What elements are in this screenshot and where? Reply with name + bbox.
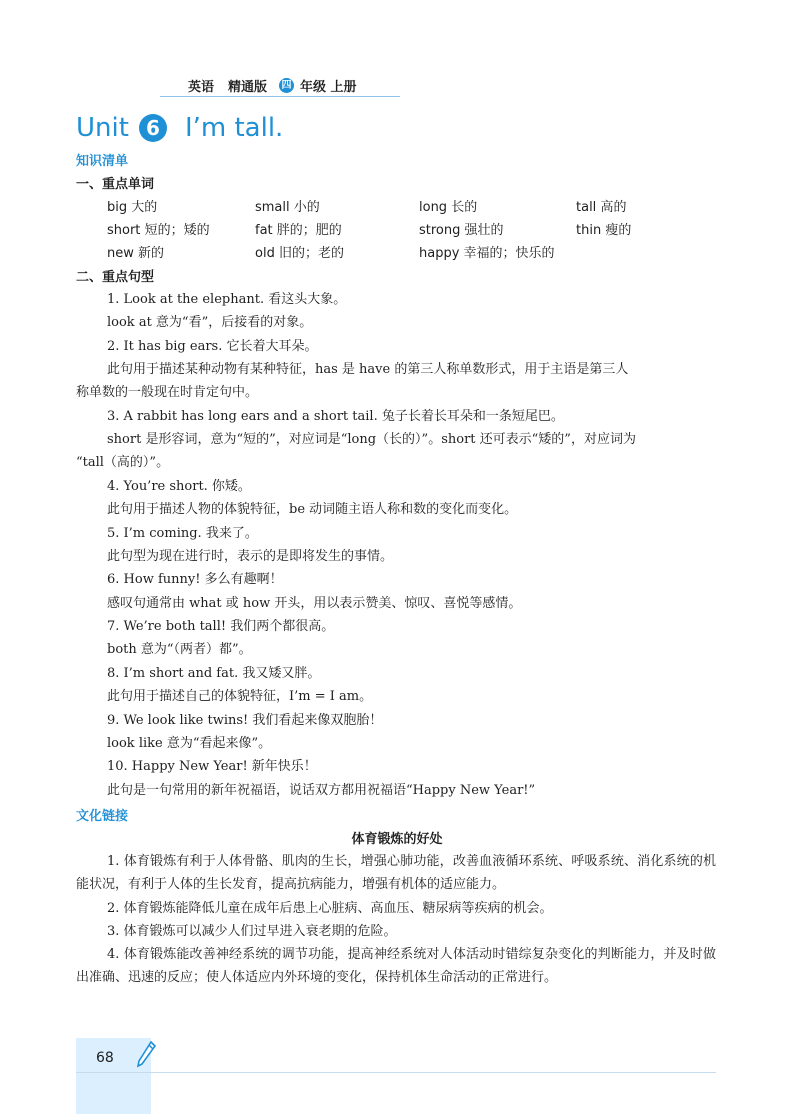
sentence-1: 1. Look at the elephant. 看这头大象。 [107, 292, 347, 307]
sentence-3: 3. A rabbit has long ears and a short tail. 兔子长着长耳朵和一条短尾巴。 [107, 409, 564, 424]
header-grade: 年级 上册 [300, 79, 357, 95]
sentence-9-note: look like 意为“看起来像”。 [107, 736, 272, 751]
sentence-2: 2. It has big ears. 它长着大耳朵。 [107, 339, 318, 354]
vocab-item: small 小的 [255, 200, 320, 215]
sentence-5-note: 此句型为现在进行时，表示的是即将发生的事情。 [107, 549, 394, 564]
pencil-icon [135, 1040, 157, 1074]
sentence-7-note: both 意为“（两者）都”。 [107, 642, 252, 657]
sentence-2-note-a: 此句用于描述某种动物有某种特征，has 是 have 的第三人称单数形式，用于主语是第三人 [107, 362, 629, 377]
unit-title [76, 110, 283, 146]
sentence-7: 7. We’re both tall! 我们两个都很高。 [107, 619, 335, 634]
vocab-item: long 长的 [419, 200, 478, 215]
vocab-item: happy 幸福的；快乐的 [419, 246, 555, 261]
sentence-6-note: 感叹句通常由 what 或 how 开头，用以表示赞美、惊叹、喜悦等感情。 [107, 596, 522, 611]
unit-label: Unit [76, 113, 129, 143]
sentence-4: 4. You’re short. 你矮。 [107, 479, 251, 494]
book-header [188, 74, 357, 96]
culture-paragraph-1: 1. 体育锻炼有利于人体骨骼、肌肉的生长，增强心肺功能，改善血液循环系统、呼吸系统、消化系统的机能状况，有利于人体的生长发育，提高抗病能力，增强有机体的适应能力。 [76, 854, 716, 892]
vocab-item: thin 瘦的 [576, 223, 632, 238]
vocab-item: fat 胖的；肥的 [255, 223, 342, 238]
header-subject: 英语 [188, 79, 215, 95]
header-divider [160, 96, 400, 97]
section-knowledge: 知识清单 [76, 154, 129, 169]
sentence-10: 10. Happy New Year! 新年快乐！ [107, 759, 317, 774]
heading-words: 一、重点单词 [76, 177, 155, 192]
grade-badge: 四 [279, 78, 294, 93]
sentence-4-note: 此句用于描述人物的体貌特征，be 动词随主语人称和数的变化而变化。 [107, 502, 518, 517]
culture-paragraph-3: 3. 体育锻炼可以减少人们过早进入衰老期的危险。 [107, 924, 397, 939]
culture-title: 体育锻炼的好处 [351, 832, 443, 847]
sentence-8-note: 此句用于描述自己的体貌特征，I’m = I am。 [107, 689, 373, 704]
unit-name: I’m tall. [184, 113, 284, 143]
sentence-3-note-a: short 是形容词，意为“短的”，对应词是“long（长的）”。short 还可表示“矮的”，对应词为 [107, 432, 636, 447]
vocab-item: old 旧的；老的 [255, 246, 344, 261]
footer-divider [76, 1072, 716, 1073]
sentence-9: 9. We look like twins! 我们看起来像双胞胎！ [107, 713, 383, 728]
unit-number-badge: 6 [139, 114, 167, 142]
vocab-item: short 短的；矮的 [107, 223, 210, 238]
vocab-item: strong 强壮的 [419, 223, 504, 238]
sentence-6: 6. How funny! 多么有趣啊！ [107, 572, 283, 587]
sentence-5: 5. I’m coming. 我来了。 [107, 526, 258, 541]
sentence-1-note: look at 意为“看”，后接看的对象。 [107, 315, 313, 330]
culture-paragraph-2: 2. 体育锻炼能降低儿童在成年后患上心脏病、高血压、糖尿病等疾病的机会。 [107, 901, 553, 916]
section-culture: 文化链接 [76, 809, 129, 824]
header-edition: 精通版 [228, 79, 268, 95]
sentence-2-note-b: 称单数的一般现在时肯定句中。 [76, 385, 259, 400]
heading-sentences: 二、重点句型 [76, 270, 155, 285]
sentence-8: 8. I’m short and fat. 我又矮又胖。 [107, 666, 321, 681]
culture-paragraph-4: 4. 体育锻炼能改善神经系统的调节功能，提高神经系统对人体活动时错综复杂变化的判断能力，并及时做出准确、迅速的反应；使人体适应内外环境的变化，保持机体生命活动的正常进行。 [76, 947, 716, 985]
vocab-item: tall 高的 [576, 200, 627, 215]
page-number: 68 [96, 1050, 114, 1066]
sentence-10-note: 此句是一句常用的新年祝福语，说话双方都用祝福语“Happy New Year!” [107, 783, 536, 798]
vocab-item: big 大的 [107, 200, 158, 215]
sentence-3-note-b: “tall（高的）”。 [76, 455, 170, 470]
vocab-item: new 新的 [107, 246, 165, 261]
